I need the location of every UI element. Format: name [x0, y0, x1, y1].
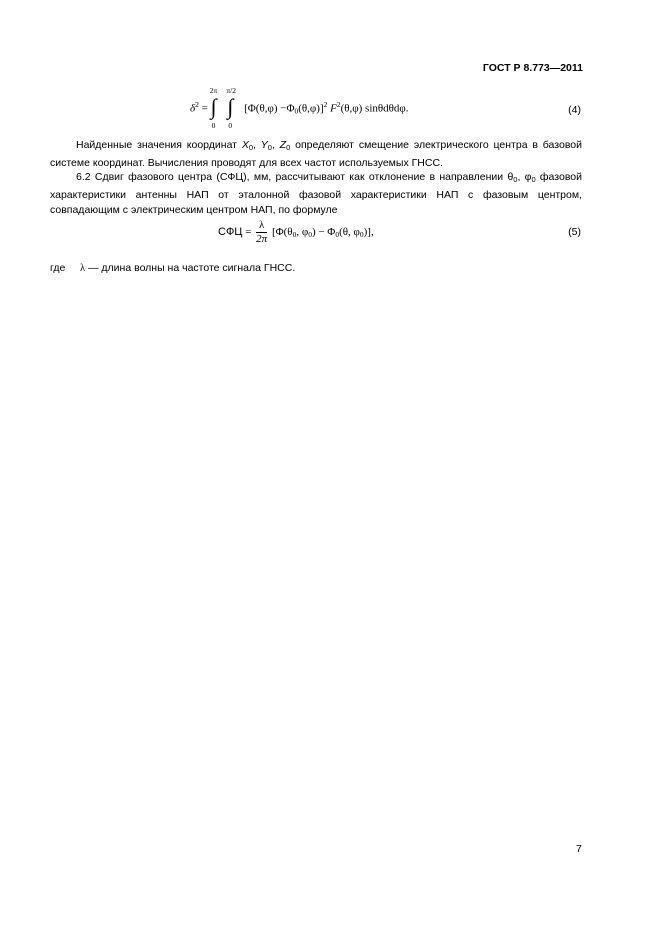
formula-5-lhs: СФЦ [218, 226, 243, 239]
integral-inner-lower: 0 [228, 121, 233, 130]
formula-4-equals: = [201, 102, 208, 115]
paragraph-1-text-a: Найденные значения координат [76, 139, 242, 151]
lambda-definition: — длина волны на частоте сигнала ГНСС. [85, 262, 296, 274]
coord-y: Y [260, 139, 268, 151]
formula-5-sub-a: 0 [292, 230, 297, 240]
paragraph-2-text-b: фазовой характеристики антенны НАП от эталонной фазовой характеристики НАП с фазовым центром, совпадающим с электрическим центром НАП, по формуле [50, 171, 582, 216]
coord-z: Z [279, 139, 287, 151]
formula-5 [218, 219, 374, 246]
theta-symbol: θ [507, 171, 514, 183]
integral-outer-upper: 2π [209, 86, 218, 95]
page-number: 7 [576, 843, 582, 855]
formula-4-term-f: F [330, 102, 337, 115]
fraction-denominator: 2π [256, 233, 268, 245]
integral-outer: ∫ 2π 0 [209, 86, 218, 130]
phi-symbol: φ [524, 171, 532, 183]
paragraph-phase-center-shift [50, 170, 582, 219]
integral-inner-upper: π/2 [226, 86, 236, 95]
coord-z-sub: 0 [286, 143, 291, 152]
formula-4-subscript: 0 [294, 106, 299, 116]
paragraph-1-sep-2: , [271, 139, 280, 151]
paragraph-2-text-a: 6.2 Сдвиг фазового центра (СФЦ), мм, рассчитывают как отклонение в направлении [76, 171, 508, 183]
formula-4-term-b: (θ,φ)] [298, 102, 324, 115]
equation-number-5: (5) [568, 226, 581, 238]
formula-4-term-a: [Φ(θ,φ) −Φ [244, 102, 295, 115]
where-label: где [50, 262, 66, 274]
formula-5-equals: = [245, 226, 252, 239]
formula-5-term-d: (θ, φ [339, 226, 360, 239]
phi-sub: 0 [531, 175, 536, 184]
formula-4-lhs: δ [190, 102, 196, 115]
formula-5-term-e: )], [363, 226, 374, 239]
standard-header: ГОСТ Р 8.773—2011 [482, 62, 583, 74]
paragraph-coordinates [50, 138, 582, 171]
formula-5-term-c: ) − Φ [311, 226, 336, 239]
formula-5-term-b: , φ [296, 226, 309, 239]
equation-number-4: (4) [568, 104, 581, 116]
paragraph-1-sep-1: , [253, 139, 261, 151]
formula-5-fraction [256, 219, 267, 246]
formula-5-sub-d: 0 [359, 230, 364, 240]
theta-sub: 0 [513, 175, 518, 184]
coord-x: X [241, 139, 249, 151]
formula-4-f-exponent: 2 [336, 99, 341, 109]
integral-inner: ∫ π/2 0 [226, 86, 236, 130]
where-clause [50, 262, 295, 274]
paragraph-1-text-b: определяют смещение электрического центра в базовой системе координат. Вычисления проводят для всех частот используемых ГНСС. [50, 139, 582, 169]
paragraph-2-sep: , [517, 171, 525, 183]
formula-5-sub-c: 0 [335, 230, 340, 240]
coord-y-sub: 0 [267, 143, 272, 152]
integral-outer-lower: 0 [211, 121, 216, 130]
formula-4-square: 2 [323, 99, 328, 109]
lambda-symbol: λ [80, 263, 86, 274]
formula-4 [190, 86, 409, 130]
formula-5-term-a: [Φ(θ [271, 226, 293, 239]
formula-4-term-d: (θ,φ) sinθdθdφ. [340, 102, 409, 115]
coord-x-sub: 0 [248, 143, 254, 152]
formula-5-sub-b: 0 [308, 230, 312, 240]
fraction-numerator: λ [256, 219, 267, 233]
formula-4-lhs-exponent: 2 [195, 99, 199, 109]
